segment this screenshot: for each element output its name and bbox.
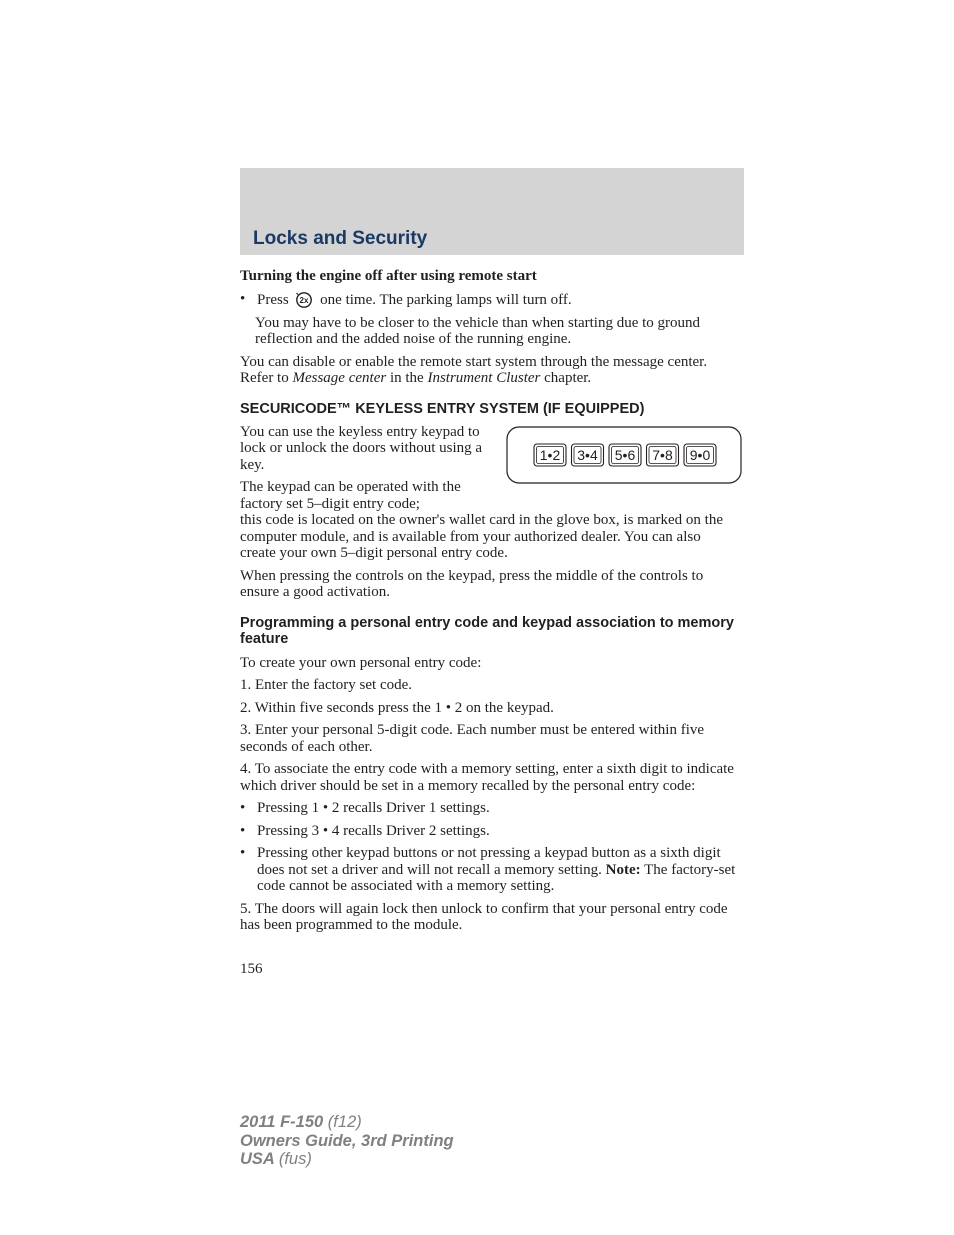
page-title: Locks and Security: [253, 228, 428, 249]
bullet-dot: •: [240, 845, 246, 861]
remote-start-heading: Turning the engine off after using remote start: [240, 268, 537, 284]
keypad-key-label: 5•6: [614, 446, 636, 463]
keypad-key-label: 1•2: [539, 446, 561, 463]
programming-bullet-1: • Pressing 1 • 2 recalls Driver 1 settings.: [240, 800, 490, 816]
page-number: 156: [240, 961, 263, 977]
securicode-intro: [240, 424, 740, 562]
icon-2x-label: 2x: [299, 295, 309, 305]
footer-line-2: Owners Guide, 3rd Printing: [240, 1131, 454, 1150]
footer-line-1: 2011 F-150 (f12): [240, 1113, 362, 1131]
keypad-illustration: [506, 426, 742, 484]
programming-step-5: 5. The doors will again lock then unlock to confirm that your personal entry code has been programmed to the module.: [240, 900, 728, 933]
securicode-heading: SECURICODE™ KEYLESS ENTRY SYSTEM (IF EQUIPPED): [240, 400, 645, 417]
keypad-key-label: 3•4: [577, 446, 598, 463]
securicode-p2b: this code is located on the owner's wallet card in the glove box, is marked on the computer module, and is available from your authorized dealer. You can also create your own 5–digit personal entry code.: [240, 512, 723, 561]
securicode-p3: When pressing the controls on the keypad, press the middle of the controls to ensure a good activation.: [240, 567, 704, 600]
programming-step-3: 3. Enter your personal 5-digit code. Each number must be entered within five seconds of each other.: [240, 722, 705, 755]
programming-step-2: 2. Within five seconds press the 1 • 2 on the keypad.: [240, 699, 554, 716]
programming-step-1: 1. Enter the factory set code.: [240, 677, 413, 693]
programming-bullet-2: • Pressing 3 • 4 recalls Driver 2 settings.: [240, 822, 490, 839]
remote-start-2x-icon: [295, 291, 313, 309]
keypad-key-label: 9•0: [689, 446, 711, 463]
footer: [240, 1113, 454, 1169]
remote-start-bullet: • Press 2x one time. The parking lamps will turn off.: [240, 290, 572, 308]
footer-line-3: USA (fus): [240, 1150, 312, 1168]
note-label: Note:: [605, 861, 641, 878]
bullet-dot: •: [240, 290, 246, 307]
programming-step-4: 4. To associate the entry code with a memory setting, enter a sixth digit to indicate which driver should be set in a memory recalled by the personal entry code:: [240, 761, 734, 794]
securicode-p1: You can use the keyless entry keypad to lock or unlock the doors without using a key.: [240, 423, 483, 473]
programming-bullet-3: • Pressing other keypad buttons or not pressing a keypad button as a sixth digit does not set a driver and will not recall a memory setting. Note: The factory-set code cannot be associated with a memory setting.: [240, 845, 736, 894]
remote-start-disable: You can disable or enable the remote start system through the message center. Refer to Message center in the Instrument Cluster chapter.: [240, 353, 708, 386]
programming-intro: To create your own personal entry code:: [240, 654, 482, 671]
bullet-dot: •: [240, 800, 246, 816]
securicode-p2a: The keypad can be operated with the factory set 5–digit entry code;: [240, 479, 461, 512]
remote-start-note: You may have to be closer to the vehicle than when starting due to ground reflection and the added noise of the running engine.: [255, 314, 701, 347]
note-text: The factory-set code cannot be associated with a memory setting.: [257, 861, 736, 894]
keypad-key-label: 7•8: [652, 446, 673, 463]
programming-heading: Programming a personal entry code and keypad association to memory feature: [240, 614, 734, 647]
main-content: [240, 268, 740, 934]
bullet-dot: •: [240, 822, 246, 839]
